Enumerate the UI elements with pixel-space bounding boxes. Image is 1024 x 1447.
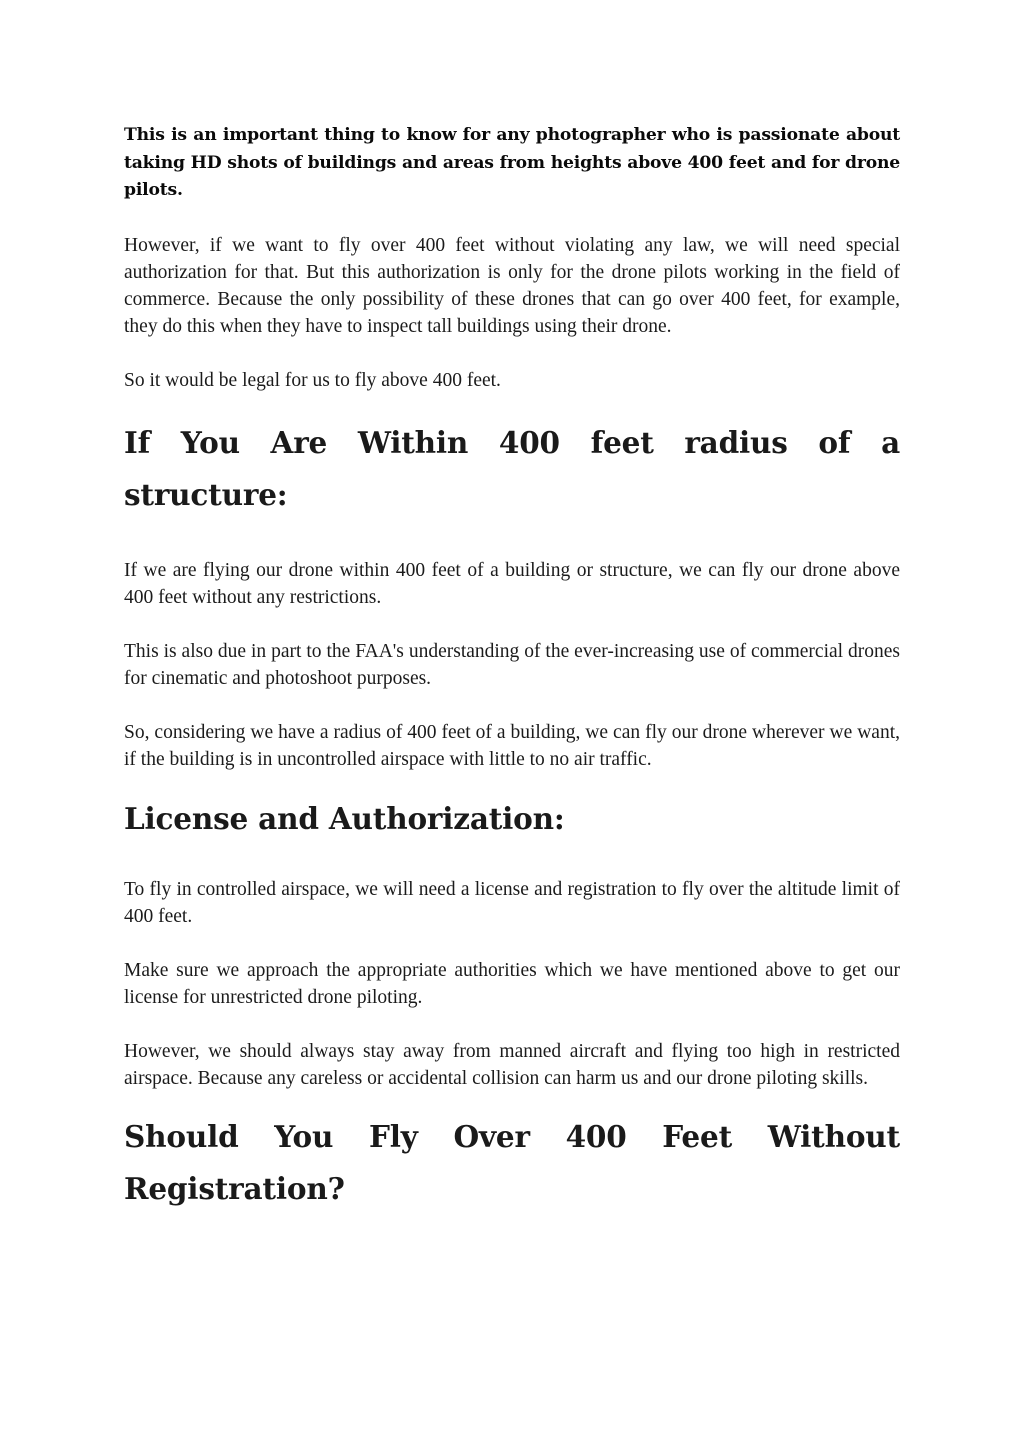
license-paragraph-3: However, we should always stay away from manned aircraft and flying too high in restricted airspace. Because any careless or accidental collision can harm us and our drone piloting skills.: [124, 1040, 900, 1089]
section-heading-radius: If You Are Within 400 feet radius of a structure:: [124, 424, 900, 512]
radius-paragraph-2: This is also due in part to the FAA's understanding of the ever-increasing use of commercial drones for cinematic and photoshoot purposes.: [124, 640, 900, 689]
authorization-paragraph: However, if we want to fly over 400 feet without violating any law, we will need special authorization for that. But this authorization is only for the drone pilots working in the field of commerce. Because the only possibility of these drones that can go over 400 feet, for example, they do this when they have to inspect tall buildings using their drone.: [124, 234, 900, 337]
radius-paragraph-1: If we are flying our drone within 400 feet of a building or structure, we can fly our drone above 400 feet without any restrictions.: [124, 559, 900, 608]
license-paragraph-1: To fly in controlled airspace, we will need a license and registration to fly over the altitude limit of 400 feet.: [124, 878, 900, 927]
section-heading-registration: Should You Fly Over 400 Feet Without Registration?: [124, 1118, 900, 1206]
radius-paragraph-3: So, considering we have a radius of 400 feet of a building, we can fly our drone wherever we want, if the building is in uncontrolled airspace with little to no air traffic.: [124, 721, 900, 770]
intro-bold-paragraph: This is an important thing to know for any photographer who is passionate about taking HD shots of buildings and areas from heights above 400 feet and for drone pilots.: [124, 125, 900, 200]
license-paragraph-2: Make sure we approach the appropriate authorities which we have mentioned above to get our license for unrestricted drone piloting.: [124, 959, 900, 1008]
section-heading-license: License and Authorization:: [124, 800, 565, 836]
document-body: [124, 122, 900, 1215]
legal-paragraph: So it would be legal for us to fly above 400 feet.: [124, 369, 501, 391]
